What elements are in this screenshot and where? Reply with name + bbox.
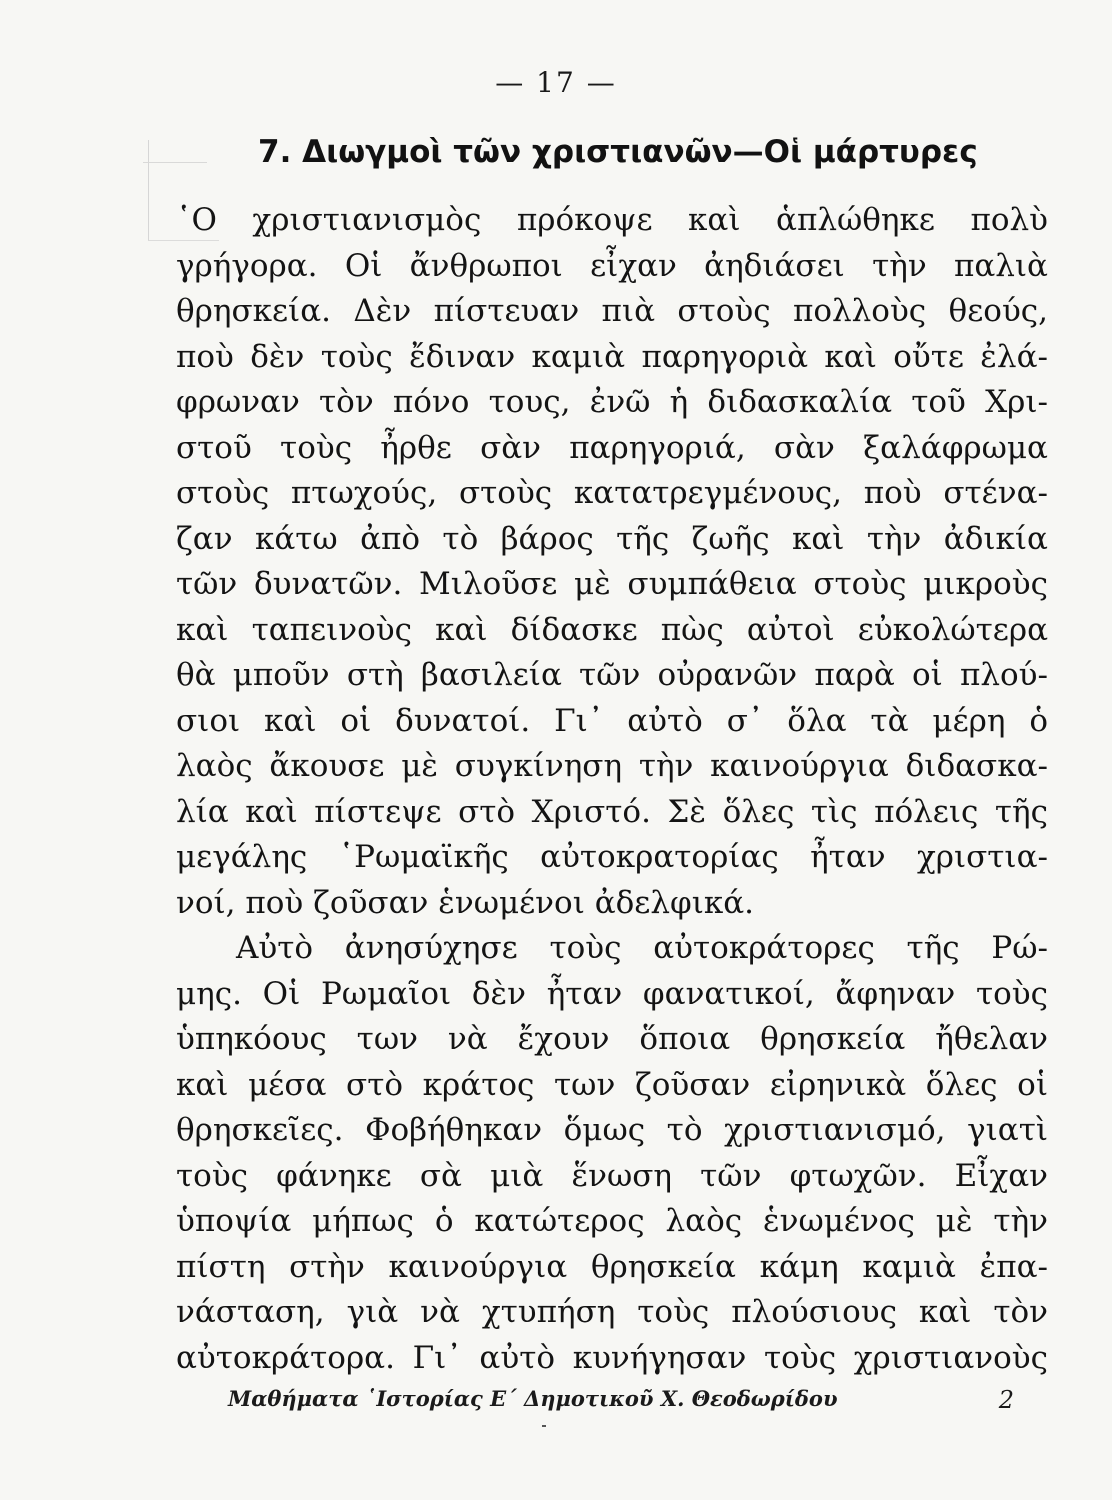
text-line: πίστη στὴν καινούργια θρησκεία κάμη καμιὰ ἐπα- [176, 1248, 1048, 1285]
signature-mark: 2 [998, 1386, 1014, 1414]
running-footer [228, 1386, 1028, 1414]
text-line: ποὺ δὲν τοὺς ἔδιναν καμιὰ παρηγοριὰ καὶ οὔτε ἐλά- [176, 338, 1048, 375]
text-line: νάσταση, γιὰ νὰ χτυπήση τοὺς πλούσιους καὶ τὸν [176, 1294, 1048, 1330]
paragraph-1 [176, 198, 1048, 926]
text-line: τοὺς φάνηκε σὰ μιὰ ἕνωση τῶν φτωχῶν. Εἶχαν [176, 1157, 1048, 1194]
page-number: — 17 — [495, 66, 617, 99]
text-line: ῾Ο χριστιανισμὸς πρόκοψε καὶ ἁπλώθηκε πολὺ [176, 202, 1048, 238]
text-line: στοὺς πτωχούς, στοὺς κατατρεγμένους, ποὺ στένα- [176, 475, 1048, 511]
text-line: φρωναν τὸν πόνο τους, ἐνῶ ἡ διδασκαλία τοῦ Χρι- [176, 384, 1048, 420]
text-line: μεγάλης ῾Ρωμαϊκῆς αὐτοκρατορίας ἦταν χριστια- [176, 839, 1048, 875]
ink-speck [542, 1425, 546, 1427]
text-line: Αὐτὸ ἀνησύχησε τοὺς αὐτοκράτορες τῆς Ρώ- [236, 930, 1048, 966]
text-line: ὑπηκόους των νὰ ἔχουν ὅποια θρησκεία ἤθελαν [176, 1021, 1048, 1057]
chapter-title: 7. Διωγμοὶ τῶν χριστιανῶν—Οἱ μάρτυρες [258, 134, 978, 170]
text-line: τῶν δυνατῶν. Μιλοῦσε μὲ συμπάθεια στοὺς μικροὺς [176, 566, 1048, 602]
text-line: μης. Οἱ Ρωμαῖοι δὲν ἦταν φανατικοί, ἄφηναν τοὺς [176, 975, 1048, 1012]
text-line: καὶ ταπεινοὺς καὶ δίδασκε πὼς αὐτοὶ εὐκολώτερα [176, 611, 1048, 648]
text-line: λαὸς ἄκουσε μὲ συγκίνηση τὴν καινούργια διδασκα- [176, 748, 1048, 784]
paragraph-2 [176, 926, 1048, 1381]
text-line: σιοι καὶ οἱ δυνατοί. Γι᾽ αὐτὸ σ᾽ ὅλα τὰ μέρη ὁ [176, 702, 1048, 739]
footer-title: Μαθήματα ῾Ιστορίας Ε΄ Δημοτικοῦ Χ. Θεοδωρίδου [228, 1386, 838, 1411]
text-line: νοί, ποὺ ζοῦσαν ἑνωμένοι ἀδελφικά. [176, 884, 755, 921]
text-line: θρησκεῖες. Φοβήθηκαν ὅμως τὸ χριστιανισμό, γιατὶ [176, 1112, 1048, 1148]
text-line: στοῦ τοὺς ἦρθε σὰν παρηγοριά, σὰν ξαλάφρωμα [176, 429, 1048, 466]
text-line: καὶ μέσα στὸ κράτος των ζοῦσαν εἰρηνικὰ ὅλες οἱ [176, 1066, 1048, 1103]
text-line: ὑποψία μήπως ὁ κατώτερος λαὸς ἑνωμένος μὲ τὴν [176, 1203, 1048, 1239]
text-line: λία καὶ πίστεψε στὸ Χριστό. Σὲ ὅλες τὶς πόλεις τῆς [176, 793, 1048, 830]
text-line: αὐτοκράτορα. Γι᾽ αὐτὸ κυνήγησαν τοὺς χριστιανοὺς [176, 1339, 1048, 1376]
text-line: θὰ μποῦν στὴ βασιλεία τῶν οὐρανῶν παρὰ οἱ πλού- [176, 657, 1048, 693]
text-line: ζαν κάτω ἀπὸ τὸ βάρος τῆς ζωῆς καὶ τὴν ἀδικία [176, 520, 1048, 557]
text-line: γρήγορα. Οἱ ἄνθρωποι εἶχαν ἀηδιάσει τὴν παλιὰ [176, 247, 1048, 284]
body-text [176, 198, 1048, 1381]
text-line: θρησκεία. Δὲν πίστευαν πιὰ στοὺς πολλοὺς θεούς, [176, 293, 1048, 329]
